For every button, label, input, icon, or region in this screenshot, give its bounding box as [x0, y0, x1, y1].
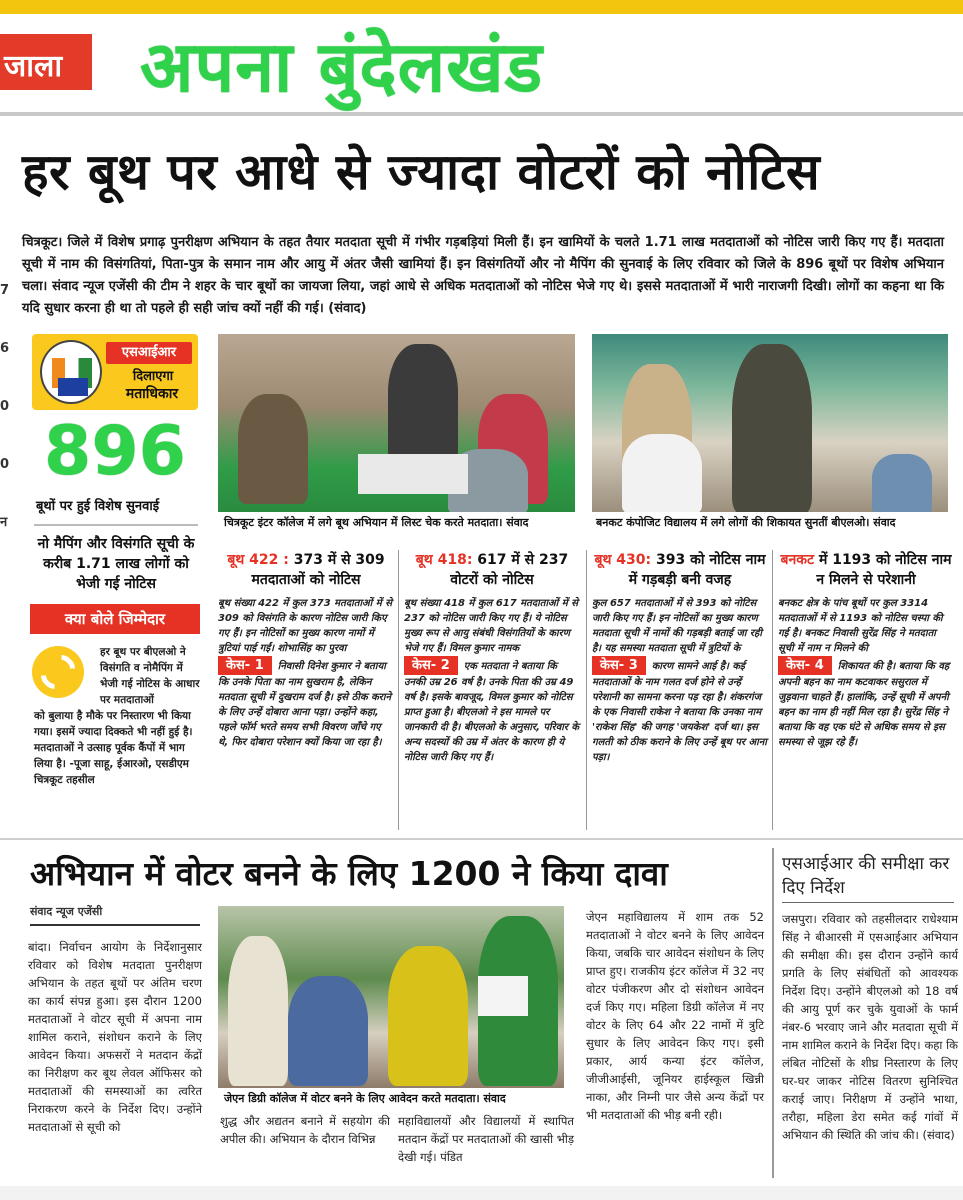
- section-divider: [0, 838, 963, 840]
- story2-byline: संवाद न्यूज एजेंसी: [30, 905, 103, 918]
- story2-headline: अभियान में वोटर बनने के लिए 1200 ने किया दावा: [30, 854, 668, 893]
- case1-body: बूथ संख्या 422 में कुल 373 मतदाताओं में से 309 को विसंगति के कारण नोटिस जारी किए गए हैं। इन नोटिसों का मुख्य कारण नामों में त्रुटियां पाई गईं। शोभासिंह का पुरवा केस- 1 निवासी दिनेश कुमार ने बताया कि उनके पिता का नाम सुखराम है, लेकिन मतदाता सूची में दुखराम दर्ज है। इसे ठीक कराने के लिए उन्हें दोबारा आना पड़ा। उन्होंने कहा, पहले फॉर्म भरते समय सभी विवरण जाँचे गए थे, फिर दोबारा परेशान क्यों किया जा रहा है।: [218, 598, 392, 748]
- case3-heading: बूथ 430: 393 को नोटिस नाम में गड़बड़ी बनी वजह: [594, 552, 766, 588]
- column-divider: [772, 848, 774, 1178]
- case2-badge: केस- 2: [404, 656, 458, 675]
- column-divider: [772, 550, 773, 830]
- top-color-bar: [0, 0, 963, 14]
- official-quote-part2: को बुलाया है मौके पर निस्तारण भी किया गया। इसमें ज्यादा दिक्कते भी नहीं हुई है। मतदाताओं ने उत्साह पूर्वक कैंपों में भाग लिया है। -पूजा साहू, ईआरओ, एसडीएम चित्रकूट तहसील: [34, 710, 193, 786]
- case2-heading: बूथ 418: 617 में से 237 वोटरों को नोटिस: [415, 552, 569, 588]
- case-column-1: [218, 550, 394, 750]
- story2-column-c: महाविद्यालयों और विद्यालयों में स्थापित मतदान केंद्रों पर मतदाताओं की खासी भीड़ देखी गई। पंडित: [398, 1114, 574, 1164]
- case3-body: कुल 657 मतदाताओं में से 393 को नोटिस जारी किए गए हैं। इन नोटिसों का मुख्य कारण मतदाता सूची में नामों की गड़बड़ी बताई जा रही है। यह समस्या मतदाता सूची में त्रुटियों के केस- 3 कारण सामने आई है। कई मतदाताओं के नाम गलत दर्ज होने से उन्हें परेशानी का सामना करना पड़ रहा है। शंकरगंज के एक निवासी राकेश ने बताया कि उनका नाम 'राकेश सिंह' की जगह 'जयकेश' दर्ज था। इस गलती को ठीक कराने के लिए उन्हें बूथ पर आना पड़ा।: [592, 598, 767, 763]
- photo1-caption: चित्रकूट इंटर कॉलेज में लगे बूथ अभियान में लिस्ट चेक करते मतदाता। संवाद: [218, 512, 575, 534]
- case4-heading: बनकट में 1193 को नोटिस नाम न मिलने से परेशानी: [780, 552, 952, 588]
- bottom-edge: [0, 1186, 963, 1200]
- case-column-3: [592, 550, 768, 765]
- case1-heading: बूथ 422 : 373 में से 309 मतदाताओं को नोटिस: [227, 552, 385, 588]
- photo-blo-complaints: [592, 334, 948, 514]
- side-story-rule: [782, 902, 954, 903]
- edge-char: न: [0, 515, 8, 530]
- case4-badge: केस- 4: [778, 656, 832, 675]
- section-tag-left: जाला: [0, 34, 92, 90]
- byline-rule: [30, 924, 200, 926]
- left-edge-cut-text: [0, 262, 12, 530]
- big-number: 896: [44, 412, 186, 491]
- story2-column-d: जेएन महाविद्यालय में शाम तक 52 मतदाताओं ने वोटर बनने के लिए आवेदन किया, जबकि चार आवेदन संशोधन के लिए प्राप्त हुए। राजकीय इंटर कॉलेज में 32 नए वोटर पंजीकरण और दो संशोधन आवेदन दर्ज किए गए। महिला डिग्री कॉलेज में नए वोटर के लिए 64 और 22 नामों में त्रुटि सुधार के लिए आवेदन किए गए। इसी प्रकार, आर्य कन्या इंटर कॉलेज, जीजीआईसी, जूनियर हाईस्कूल खिन्नी नाका, और निम्नी पार जैसे अन्य केंद्रों पर भी मतदाताओं की भीड़ बनी रही।: [586, 910, 764, 1122]
- edge-char: 6: [0, 341, 10, 356]
- sidebar-divider: [34, 524, 198, 526]
- big-number-caption: बूथों पर हुई विशेष सुनवाई: [36, 499, 160, 514]
- story2-column-a: बांदा। निर्वाचन आयोग के निर्देशानुसार रविवार को विशेष मतदाता पुनरीक्षण अभियान के तहत बूथों पर अंतिम चरण का कार्य संपन्न हुआ। इस दौरान 1200 मतदाताओं ने वोटर सूची में अपना नाम शामिल कराने, संशोधन कराने के लिए आवेदन किया। अफसरों ने मतदान केंद्रों का निरीक्षण कर बूथ लेवल ऑफिसर को मतदाताओं की समस्याओं का त्वरित निराकरण करने के निर्देश दिए। उन्होंने मतदाताओं से सूची को: [28, 940, 202, 1134]
- column-divider: [586, 550, 587, 830]
- edge-char: 7: [0, 283, 10, 298]
- edge-char: 0: [0, 457, 10, 472]
- sir-tag: एसआईआर: [106, 342, 192, 364]
- case1-badge: केस- 1: [218, 656, 272, 675]
- photo-voter-application: [218, 906, 564, 1088]
- side-story-body: जसपुरा। रविवार को तहसीलदार राधेश्याम सिंह ने बीआरसी में एसआईआर अभियान की समीक्षा की। इस दौरान उन्होंने कार्य प्रगति के लिए संबंधितों को आवश्यक निर्देश दिए। उन्होंने बीएलओ को 18 वर्ष की आयु पूर्ण कर चुके युवाओं के फार्म नंबर-6 भरवाए जाने और मतदाता सूची में नाम शामिल कराने के निर्देश दिए। कहा कि लंबित नोटिसों के शीघ्र निस्तारण के लिए घर-घर जाकर नोटिस वितरण सुनिश्चित कराई जाए। निरीक्षण में उन्होंने भाथा, तरौहा, महिला डेरा समेत कई गांवों में अभियान की स्थिति की जांच की। (संवाद): [782, 912, 958, 1142]
- column-divider: [398, 550, 399, 830]
- photo-booth-list-check: [218, 334, 575, 514]
- case4-body: बनकट क्षेत्र के पांच बूथों पर कुल 3314 मतदाताओं में से 1193 को नोटिस चस्पा की गई है। बनकट निवासी सुरेंद्र सिंह ने मतदाता सूची में नाम न मिलने की केस- 4 शिकायत की है। बताया कि वह अपनी बहन का नाम कटवाकर ससुराल में जुड़वाना चाहते हैं। हालांकि, उन्हें सूची में अपनी बहन का नाम ही नहीं मिल रहा है। सुरेंद्र सिंह ने बताया कि वह एक घंटे से अधिक समय से इस समस्या से जूझ रहे हैं।: [778, 598, 950, 748]
- page-brand-title: अपना बुंदेलखंड: [140, 26, 543, 108]
- quote-logo-icon: [32, 646, 84, 698]
- masthead-divider: [0, 112, 963, 116]
- official-quote-heading: क्या बोले जिम्मेदार: [30, 604, 200, 634]
- sir-line2: दिलाएगा: [132, 369, 174, 384]
- case2-body: बूथ संख्या 418 में कुल 617 मतदाताओं में से 237 को नोटिस जारी किए गए हैं। ये नोटिस मुख्य रूप से आयु संबंधी विसंगतियों के कारण भेजे गए हैं। विमल कुमार नामक केस- 2 एक मतदाता ने बताया कि उनकी उम्र 26 वर्ष है। उनके पिता की उम्र 49 वर्ष है। इसके बावजूद, विमल कुमार को नोटिस प्राप्त हुआ है। बीएलओ ने इस मामले पर जानकारी दी है। बीएलओ के अनुसार, परिवार के अन्य सदस्यों की उम्र में अंतर के कारण ही ये नोटिस जारी किए गए हैं।: [404, 598, 580, 763]
- photo2-caption: बनकट कंपोजिट विद्यालय में लगे लोगों की शिकायत सुनतीं बीएलओ। संवाद: [592, 512, 948, 534]
- case3-badge: केस- 3: [592, 656, 646, 675]
- photo3-caption: जेएन डिग्री कॉलेज में वोटर बनने के लिए आवेदन करते मतदाता। संवाद: [224, 1092, 506, 1105]
- ballot-box-icon: [40, 340, 102, 404]
- case-column-2: [404, 550, 580, 765]
- official-quote-part1: हर बूथ पर बीएलओ ने विसंगति व नोमैपिंग में भेजी गई नोटिस के आधार पर मतदाताओं: [100, 646, 200, 706]
- case-column-4: [778, 550, 954, 750]
- main-intro-paragraph: चित्रकूट। जिले में विशेष प्रगाढ़ पुनरीक्षण अभियान के तहत तैयार मतदाता सूची में गंभीर गड़बड़ियां मिली हैं। इन खामियों के चलते 1.71 लाख मतदाताओं को नोटिस जारी किए गए हैं। मतदाता सूची में नाम की विसंगतियां, पिता-पुत्र के समान नाम और आयु में अंतर जैसी खामियां हैं। इन विसंगतियों और नो मैपिंग की सुनवाई के लिए रविवार को जिले के 896 बूथों पर विशेष अभियान चला। संवाद न्यूज एजेंसी की टीम ने शहर के चार बूथों का जायजा लिया, जहां आधे से अधिक मतदाताओं को नोटिस भेजे गए थे। इससे मतदाताओं में भारी नाराजगी दिखी। लोगों का कहना था कि यदि सुधार करना ही था तो पहले ही सही जांच क्यों नहीं की गई। (संवाद): [22, 235, 944, 316]
- edge-char: 0: [0, 399, 10, 414]
- main-headline: हर बूथ पर आधे से ज्यादा वोटरों को नोटिस: [22, 143, 821, 201]
- nomap-summary: नो मैपिंग और विसंगति सूची के करीब 1.71 लाख लोगों को भेजी गई नोटिस: [37, 536, 195, 592]
- side-story-headline: एसआईआर की समीक्षा कर दिए निर्देश: [782, 854, 950, 898]
- sir-line3: मताधिकार: [125, 386, 179, 402]
- story2-column-b: शुद्ध और अद्यतन बनाने में सहयोग की अपील की। अभियान के दौरान विभिन्न: [220, 1114, 390, 1146]
